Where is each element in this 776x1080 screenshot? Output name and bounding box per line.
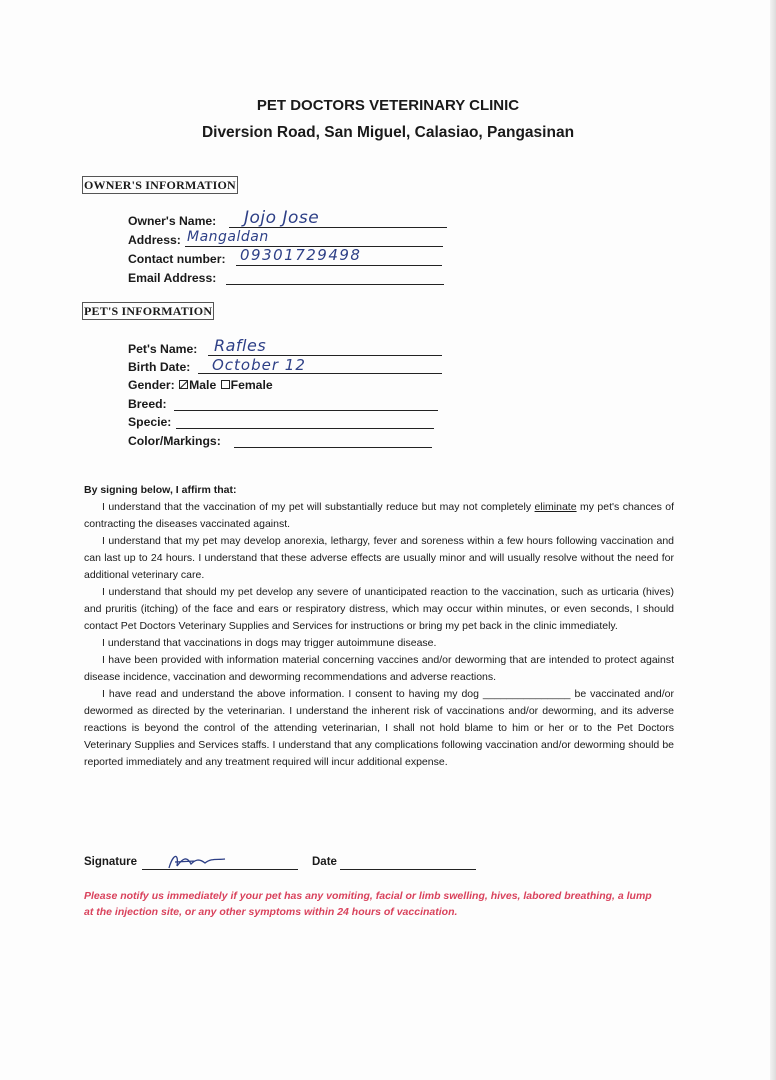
affirm-paragraph-4: I understand that vaccinations in dogs may trigger autoimmune disease. bbox=[102, 637, 437, 649]
affirm-paragraph-2: I understand that my pet may develop anorexia, lethargy, fever and soreness within a few hours following vaccination and can last up to 24 hours. I understand that these adverse effects are usually minor and will usually resolve without the need for additional veterinary care. bbox=[84, 535, 674, 581]
affirm-p1-text: I understand that the vaccination of my pet will substantially reduce but may not completely bbox=[102, 501, 532, 513]
date-line[interactable] bbox=[340, 869, 476, 870]
pet-specie-row bbox=[128, 415, 171, 429]
owner-address-row bbox=[128, 233, 181, 247]
pet-name-label: Pet's Name: bbox=[128, 342, 198, 356]
date-label: Date bbox=[312, 856, 337, 868]
gender-female-label: Female bbox=[230, 378, 273, 392]
page-edge-shadow bbox=[770, 0, 776, 1080]
clinic-address: Diversion Road, San Miguel, Calasiao, Pangasinan bbox=[201, 124, 575, 141]
pet-name-row bbox=[128, 342, 197, 356]
affirm-heading: By signing below, I affirm that: bbox=[84, 484, 237, 496]
owner-name-label: Owner's Name: bbox=[128, 214, 217, 228]
affirm-body bbox=[84, 499, 674, 771]
affirm-p6-tail: be vaccinated and/or dewormed as directed by the veterinarian. I understand the inherent risk of vaccinations and/or deworming, and its adverse reactions is beyond the control of the attending veterinarian, I shall not hold blame to him or her or to the Pet Doctors Veterinary Supplies and Services staffs. I understand that any complications following vaccination and/or deworming should be reported immediately and any treatment required will incur additional expense. bbox=[84, 688, 675, 768]
gender-male-label: Male bbox=[189, 378, 217, 392]
owner-address-label: Address: bbox=[128, 233, 181, 247]
affirm-paragraph-1 bbox=[84, 499, 674, 533]
dog-name-blank[interactable]: _______________ bbox=[482, 688, 571, 700]
owner-contact-label: Contact number: bbox=[128, 252, 226, 266]
pet-birth-value: October 12 bbox=[212, 356, 306, 374]
pet-breed-row bbox=[128, 397, 167, 411]
owner-email-line[interactable] bbox=[226, 284, 444, 285]
gender-male-checkbox[interactable] bbox=[179, 380, 188, 389]
pet-name-value: Rafles bbox=[214, 336, 267, 355]
affirm-p1-underlined: eliminate bbox=[534, 501, 577, 513]
pet-birth-row bbox=[128, 360, 190, 374]
owner-contact-row bbox=[128, 252, 226, 266]
owner-contact-value: 09301729498 bbox=[240, 246, 362, 264]
signature-scribble-icon bbox=[165, 848, 235, 874]
pet-gender-row bbox=[128, 378, 273, 392]
owner-name-row bbox=[128, 214, 216, 228]
pet-section-heading: PET'S INFORMATION bbox=[84, 304, 213, 318]
clinic-name: PET DOCTORS VETERINARY CLINIC bbox=[256, 97, 520, 114]
pet-breed-label: Breed: bbox=[128, 397, 167, 411]
pet-birth-label: Birth Date: bbox=[128, 360, 191, 374]
pet-gender-label: Gender: bbox=[128, 378, 175, 392]
affirm-paragraph-5: I have been provided with information material concerning vaccines and/or deworming that are intended to protect against disease incidence, vaccination and deworming recommendations and adverse reactions. bbox=[84, 654, 674, 683]
pet-breed-line[interactable] bbox=[174, 410, 438, 411]
pet-specie-line[interactable] bbox=[176, 428, 434, 429]
owner-section-heading: OWNER'S INFORMATION bbox=[84, 178, 236, 192]
owner-contact-line[interactable] bbox=[236, 265, 442, 266]
pet-specie-label: Specie: bbox=[128, 415, 172, 429]
affirm-paragraph-3: I understand that should my pet develop any severe of unanticipated reaction to the vaccination, such as urticaria (hives) and pruritis (itching) of the face and ears or respiratory distress, which may occur within minutes, or even seconds, I should contact Pet Doctors Veterinary Supplies and Services for instructions or bring my pet back in the clinic immediately. bbox=[84, 586, 674, 632]
gender-female-checkbox[interactable] bbox=[221, 380, 230, 389]
aftercare-notice: Please notify us immediately if your pet has any vomiting, facial or limb swelling, hives, labored breathing, a lump at the injection site, or any other symptoms within 24 hours of vaccination. bbox=[84, 890, 652, 918]
owner-email-label: Email Address: bbox=[128, 271, 217, 285]
affirm-p1-tail: my pet's chances of contracting the diseases vaccinated against. bbox=[84, 501, 674, 530]
signature-label: Signature bbox=[84, 856, 138, 868]
owner-email-row bbox=[128, 271, 216, 285]
pet-color-line[interactable] bbox=[234, 447, 432, 448]
affirm-p6-text: I have read and understand the above information. I consent to having my dog bbox=[102, 688, 479, 700]
owner-name-value: Jojo Jose bbox=[244, 208, 320, 228]
owner-address-value: Mangaldan bbox=[187, 229, 269, 245]
affirm-paragraph-6 bbox=[84, 686, 674, 771]
pet-color-label: Color/Markings: bbox=[128, 434, 221, 448]
pet-color-row bbox=[128, 434, 221, 448]
